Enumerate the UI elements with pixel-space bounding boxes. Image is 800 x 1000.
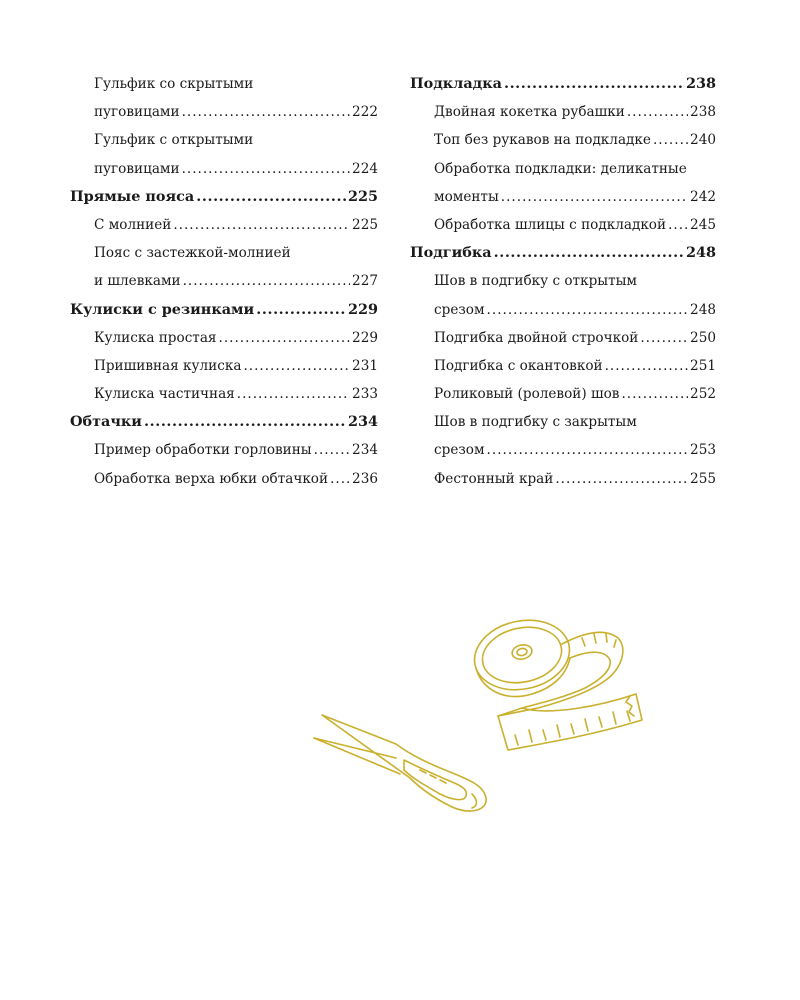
toc-entry: [410, 183, 716, 211]
toc-leader-dots: [494, 239, 684, 267]
measuring-tape-and-thread-snips-illustration: [300, 610, 670, 840]
toc-page-number: 233: [352, 386, 378, 403]
toc-section-heading: [410, 239, 716, 267]
toc-page-number: 242: [690, 188, 716, 205]
toc-column-left: [70, 70, 378, 493]
toc-entry-title: Подгибка с окантовкой: [434, 357, 603, 374]
toc-page-number: 231: [352, 357, 378, 374]
toc-page-number: 225: [347, 187, 378, 205]
toc-entry: [70, 352, 378, 380]
toc-entry-title: Пример обработки горловины: [94, 442, 312, 459]
toc-page-number: 255: [690, 470, 716, 487]
toc-entry: [70, 155, 378, 183]
toc-leader-dots: [173, 211, 350, 239]
toc-entry-title: Топ без рукавов на подкладке: [434, 132, 651, 149]
toc-page-number: 248: [685, 244, 716, 262]
toc-entry-title: Подкладка: [410, 75, 502, 92]
toc-entry-title: пуговицами: [94, 160, 180, 177]
toc-page-number: 250: [690, 329, 716, 346]
toc-entry: [410, 465, 716, 493]
toc-leader-dots: [219, 324, 351, 352]
toc-page-number: 252: [690, 386, 716, 403]
toc-entry: [410, 155, 716, 183]
toc-entry-title: Гульфик с открытыми: [94, 132, 254, 149]
toc-column-right: [410, 70, 716, 493]
toc-leader-dots: [487, 436, 689, 464]
toc-entry-title: Шов в подгибку с закрытым: [434, 414, 637, 431]
toc-entry: [410, 98, 716, 126]
toc-section-heading: [70, 296, 378, 324]
toc-entry: [70, 380, 378, 408]
toc-entry-title: Роликовый (ролевой) шов: [434, 386, 620, 403]
toc-page-number: 224: [352, 160, 378, 177]
toc-page-number: 229: [347, 300, 378, 318]
toc-entry-title: Прямые пояса: [70, 187, 195, 205]
toc-page-number: 253: [690, 442, 716, 459]
toc-page-number: 234: [352, 442, 378, 459]
toc-entry-title: Подгибка двойной строчкой: [434, 329, 639, 346]
toc-page-number: 222: [352, 104, 378, 121]
toc-entry-title: Пришивная кулиска: [94, 357, 242, 374]
toc-entry: [70, 70, 378, 98]
toc-entry-title: Кулиска простая: [94, 329, 217, 346]
toc-entry-title: Кулиски с резинками: [70, 300, 255, 318]
toc-leader-dots: [501, 183, 688, 211]
toc-page-number: 234: [347, 413, 378, 431]
toc-leader-dots: [621, 380, 688, 408]
toc-entry: [410, 408, 716, 436]
toc-leader-dots: [256, 296, 346, 324]
toc-leader-dots: [237, 380, 350, 408]
toc-entry: [410, 211, 716, 239]
toc-section-heading: [410, 70, 716, 98]
toc-entry: [70, 98, 378, 126]
toc-entry: [70, 126, 378, 154]
toc-page-number: 240: [690, 132, 716, 149]
toc-section-heading: [70, 183, 378, 211]
toc-page-number: 225: [352, 216, 378, 233]
toc-entry: [70, 465, 378, 493]
toc-entry: [410, 296, 716, 324]
toc-leader-dots: [144, 408, 346, 436]
toc-entry-title: пуговицами: [94, 104, 180, 121]
toc-leader-dots: [653, 126, 688, 154]
toc-entry-title: Подгибка: [410, 244, 492, 262]
toc-entry-title: Пояс с застежкой-молнией: [94, 245, 291, 262]
toc-leader-dots: [668, 211, 688, 239]
toc-entry-title: Фестонный край: [434, 470, 554, 487]
toc-entry: [410, 324, 716, 352]
toc-entry-title: Гульфик со скрытыми: [94, 76, 254, 92]
toc-page-number: 251: [690, 357, 716, 374]
toc-entry-title: Обработка шлицы с подкладкой: [434, 216, 667, 233]
toc-entry-title: срезом: [434, 442, 485, 459]
toc-leader-dots: [243, 352, 350, 380]
toc-entry-title: Шов в подгибку с открытым: [434, 273, 638, 290]
toc-entry-title: Кулиска частичная: [94, 386, 235, 403]
toc-leader-dots: [196, 183, 346, 211]
toc-page-number: 227: [352, 273, 378, 290]
toc-leader-dots: [182, 155, 350, 183]
toc-entry-title: Обтачки: [70, 413, 142, 431]
toc-leader-dots: [627, 98, 688, 126]
toc-page-number: 238: [685, 75, 716, 92]
toc-leader-dots: [183, 267, 350, 295]
thread-snips-icon: [314, 715, 486, 811]
toc-leader-dots: [640, 324, 688, 352]
toc-section-heading: [70, 408, 378, 436]
toc-entry-title: С молнией: [94, 216, 172, 233]
toc-entry: [70, 324, 378, 352]
toc-entry: [70, 239, 378, 267]
toc-entry: [410, 352, 716, 380]
toc-page-number: 236: [352, 470, 378, 487]
toc-leader-dots: [182, 98, 350, 126]
toc-leader-dots: [605, 352, 688, 380]
toc-entry: [70, 211, 378, 239]
toc-entry: [70, 267, 378, 295]
toc-page-number: 238: [690, 104, 716, 121]
toc-entry-title: срезом: [434, 301, 485, 318]
toc-entry: [410, 436, 716, 464]
toc-page-number: 248: [690, 301, 716, 318]
toc-entry: [410, 380, 716, 408]
toc-leader-dots: [504, 70, 684, 98]
toc-page-number: 245: [690, 216, 716, 233]
toc-leader-dots: [330, 465, 350, 493]
toc-entry-title: моменты: [434, 188, 499, 205]
measuring-tape-icon: [468, 612, 642, 750]
toc-entry-title: Обработка верха юбки обтачкой: [94, 470, 329, 487]
toc-leader-dots: [555, 465, 688, 493]
toc-entry: [70, 436, 378, 464]
toc-entry: [410, 126, 716, 154]
toc-leader-dots: [314, 436, 350, 464]
toc-entry-title: Обработка подкладки: деликатные: [434, 160, 687, 177]
toc-page-number: 229: [352, 329, 378, 346]
toc-leader-dots: [487, 296, 689, 324]
toc-entry-title: и шлевками: [94, 273, 181, 290]
toc-entry: [410, 267, 716, 295]
toc-entry-title: Двойная кокетка рубашки: [434, 104, 625, 121]
